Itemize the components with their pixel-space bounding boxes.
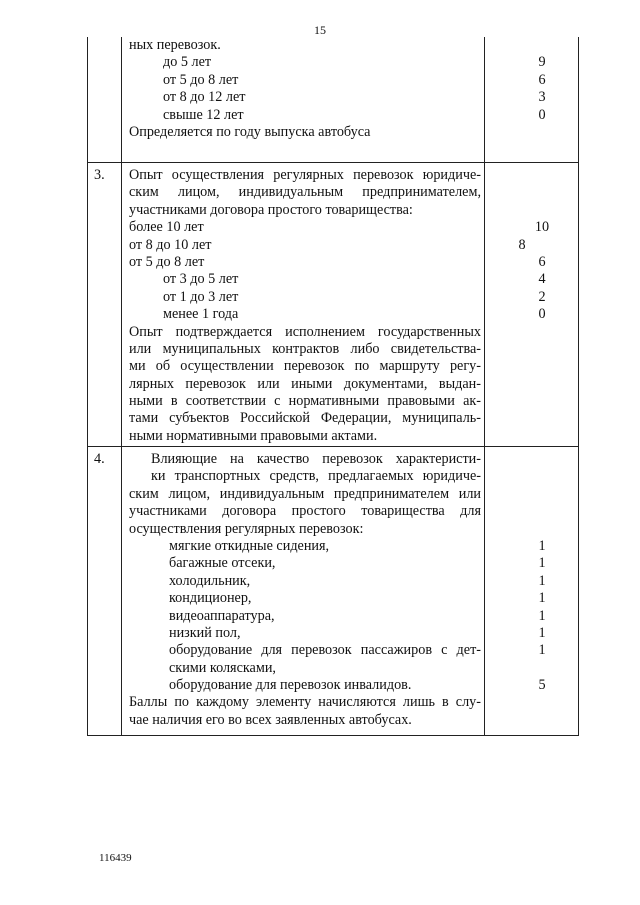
score-value: 10 <box>534 219 550 236</box>
score-value: 6 <box>538 254 546 270</box>
criterion-option: оборудование для перевозок инвалидов. <box>169 677 412 694</box>
score-value: 1 <box>538 625 546 641</box>
criterion-note: чае наличия его во всех заявленных автобусах. <box>129 711 412 728</box>
criterion-option: от 8 до 12 лет <box>163 89 246 106</box>
criterion-text: Опыт осуществления регулярных перевозок юридиче- <box>129 167 481 183</box>
criteria-table <box>87 37 579 736</box>
criterion-text: ки транспортных средств, предлагаемых юридиче- <box>151 468 481 485</box>
criterion-note: Баллы по каждому элементу начисляются лишь в слу- <box>129 694 481 711</box>
row-number: 3. <box>94 167 105 183</box>
criterion-option: мягкие откидные сидения, <box>169 537 330 554</box>
criterion-note: лярных перевозок или иными документами, выдан- <box>129 375 481 392</box>
criterion-option: от 5 до 8 лет <box>163 71 239 88</box>
criterion-option: скими колясками, <box>169 659 276 676</box>
criterion-option: от 5 до 8 лет <box>129 253 205 270</box>
criterion-text: Влияющие на качество перевозок характеристи- <box>151 451 481 467</box>
criterion-text: осуществления регулярных перевозок: <box>129 520 364 537</box>
score-value: 1 <box>538 555 546 572</box>
criterion-option: свыше 12 лет <box>163 106 244 123</box>
criterion-option: до 5 лет <box>163 54 212 71</box>
criterion-note: или муниципальных контрактов либо свидетельства- <box>129 340 481 357</box>
criterion-text: участниками договора простого товарищества: <box>129 201 413 218</box>
score-value: 8 <box>518 236 526 253</box>
criterion-text: ским лицом, индивидуальным предпринимателем, <box>129 184 481 201</box>
criterion-note: Определяется по году выпуска автобуса <box>129 123 371 140</box>
criterion-option: низкий пол, <box>169 624 241 641</box>
score-value: 3 <box>538 89 546 106</box>
score-value: 6 <box>538 71 546 88</box>
page-number: 15 <box>314 23 326 37</box>
criterion-option: оборудование для перевозок пассажиров с дет- <box>169 642 481 659</box>
score-value: 1 <box>538 572 546 589</box>
score-value: 1 <box>538 642 546 659</box>
row-number: 4. <box>94 451 105 467</box>
table-row-3 <box>87 163 579 447</box>
criterion-option: видеоаппаратура, <box>169 607 275 624</box>
criterion-option: кондиционер, <box>169 590 252 607</box>
score-value: 5 <box>538 677 546 694</box>
criterion-text: ским лицом, индивидуальным предпринимателем или <box>129 485 481 502</box>
criterion-note: ными нормативными правовыми актами. <box>129 427 378 444</box>
criterion-option: от 3 до 5 лет <box>163 271 239 288</box>
score-value: 1 <box>538 538 546 554</box>
criterion-note: ными в соответствии с нормативными правовыми ак- <box>129 393 481 410</box>
criterion-option: холодильник, <box>169 572 251 589</box>
criterion-text: участниками договора простого товарищества для <box>129 503 481 520</box>
score-value: 1 <box>538 590 546 607</box>
score-value: 9 <box>538 54 546 71</box>
score-value: 2 <box>538 288 546 305</box>
criterion-option: от 1 до 3 лет <box>163 288 239 305</box>
score-value: 1 <box>538 607 546 624</box>
table-row-bus-age <box>87 37 579 163</box>
criterion-note: Опыт подтверждается исполнением государственных <box>129 323 481 340</box>
score-value: 0 <box>538 106 546 123</box>
criterion-note: ми об осуществлении перевозок по маршруту регу- <box>129 358 481 375</box>
table-row-4 <box>87 447 579 736</box>
criterion-option: багажные отсеки, <box>169 555 276 572</box>
score-value: 4 <box>538 271 546 288</box>
document-code: 116439 <box>99 852 132 864</box>
criterion-note: тами субъектов Российской Федерации, муниципаль- <box>129 410 481 427</box>
criterion-text: ных перевозок. <box>129 37 221 53</box>
score-value: 0 <box>538 306 546 323</box>
criterion-option: менее 1 года <box>163 306 239 323</box>
criterion-option: более 10 лет <box>129 219 204 236</box>
criterion-option: от 8 до 10 лет <box>129 236 212 253</box>
